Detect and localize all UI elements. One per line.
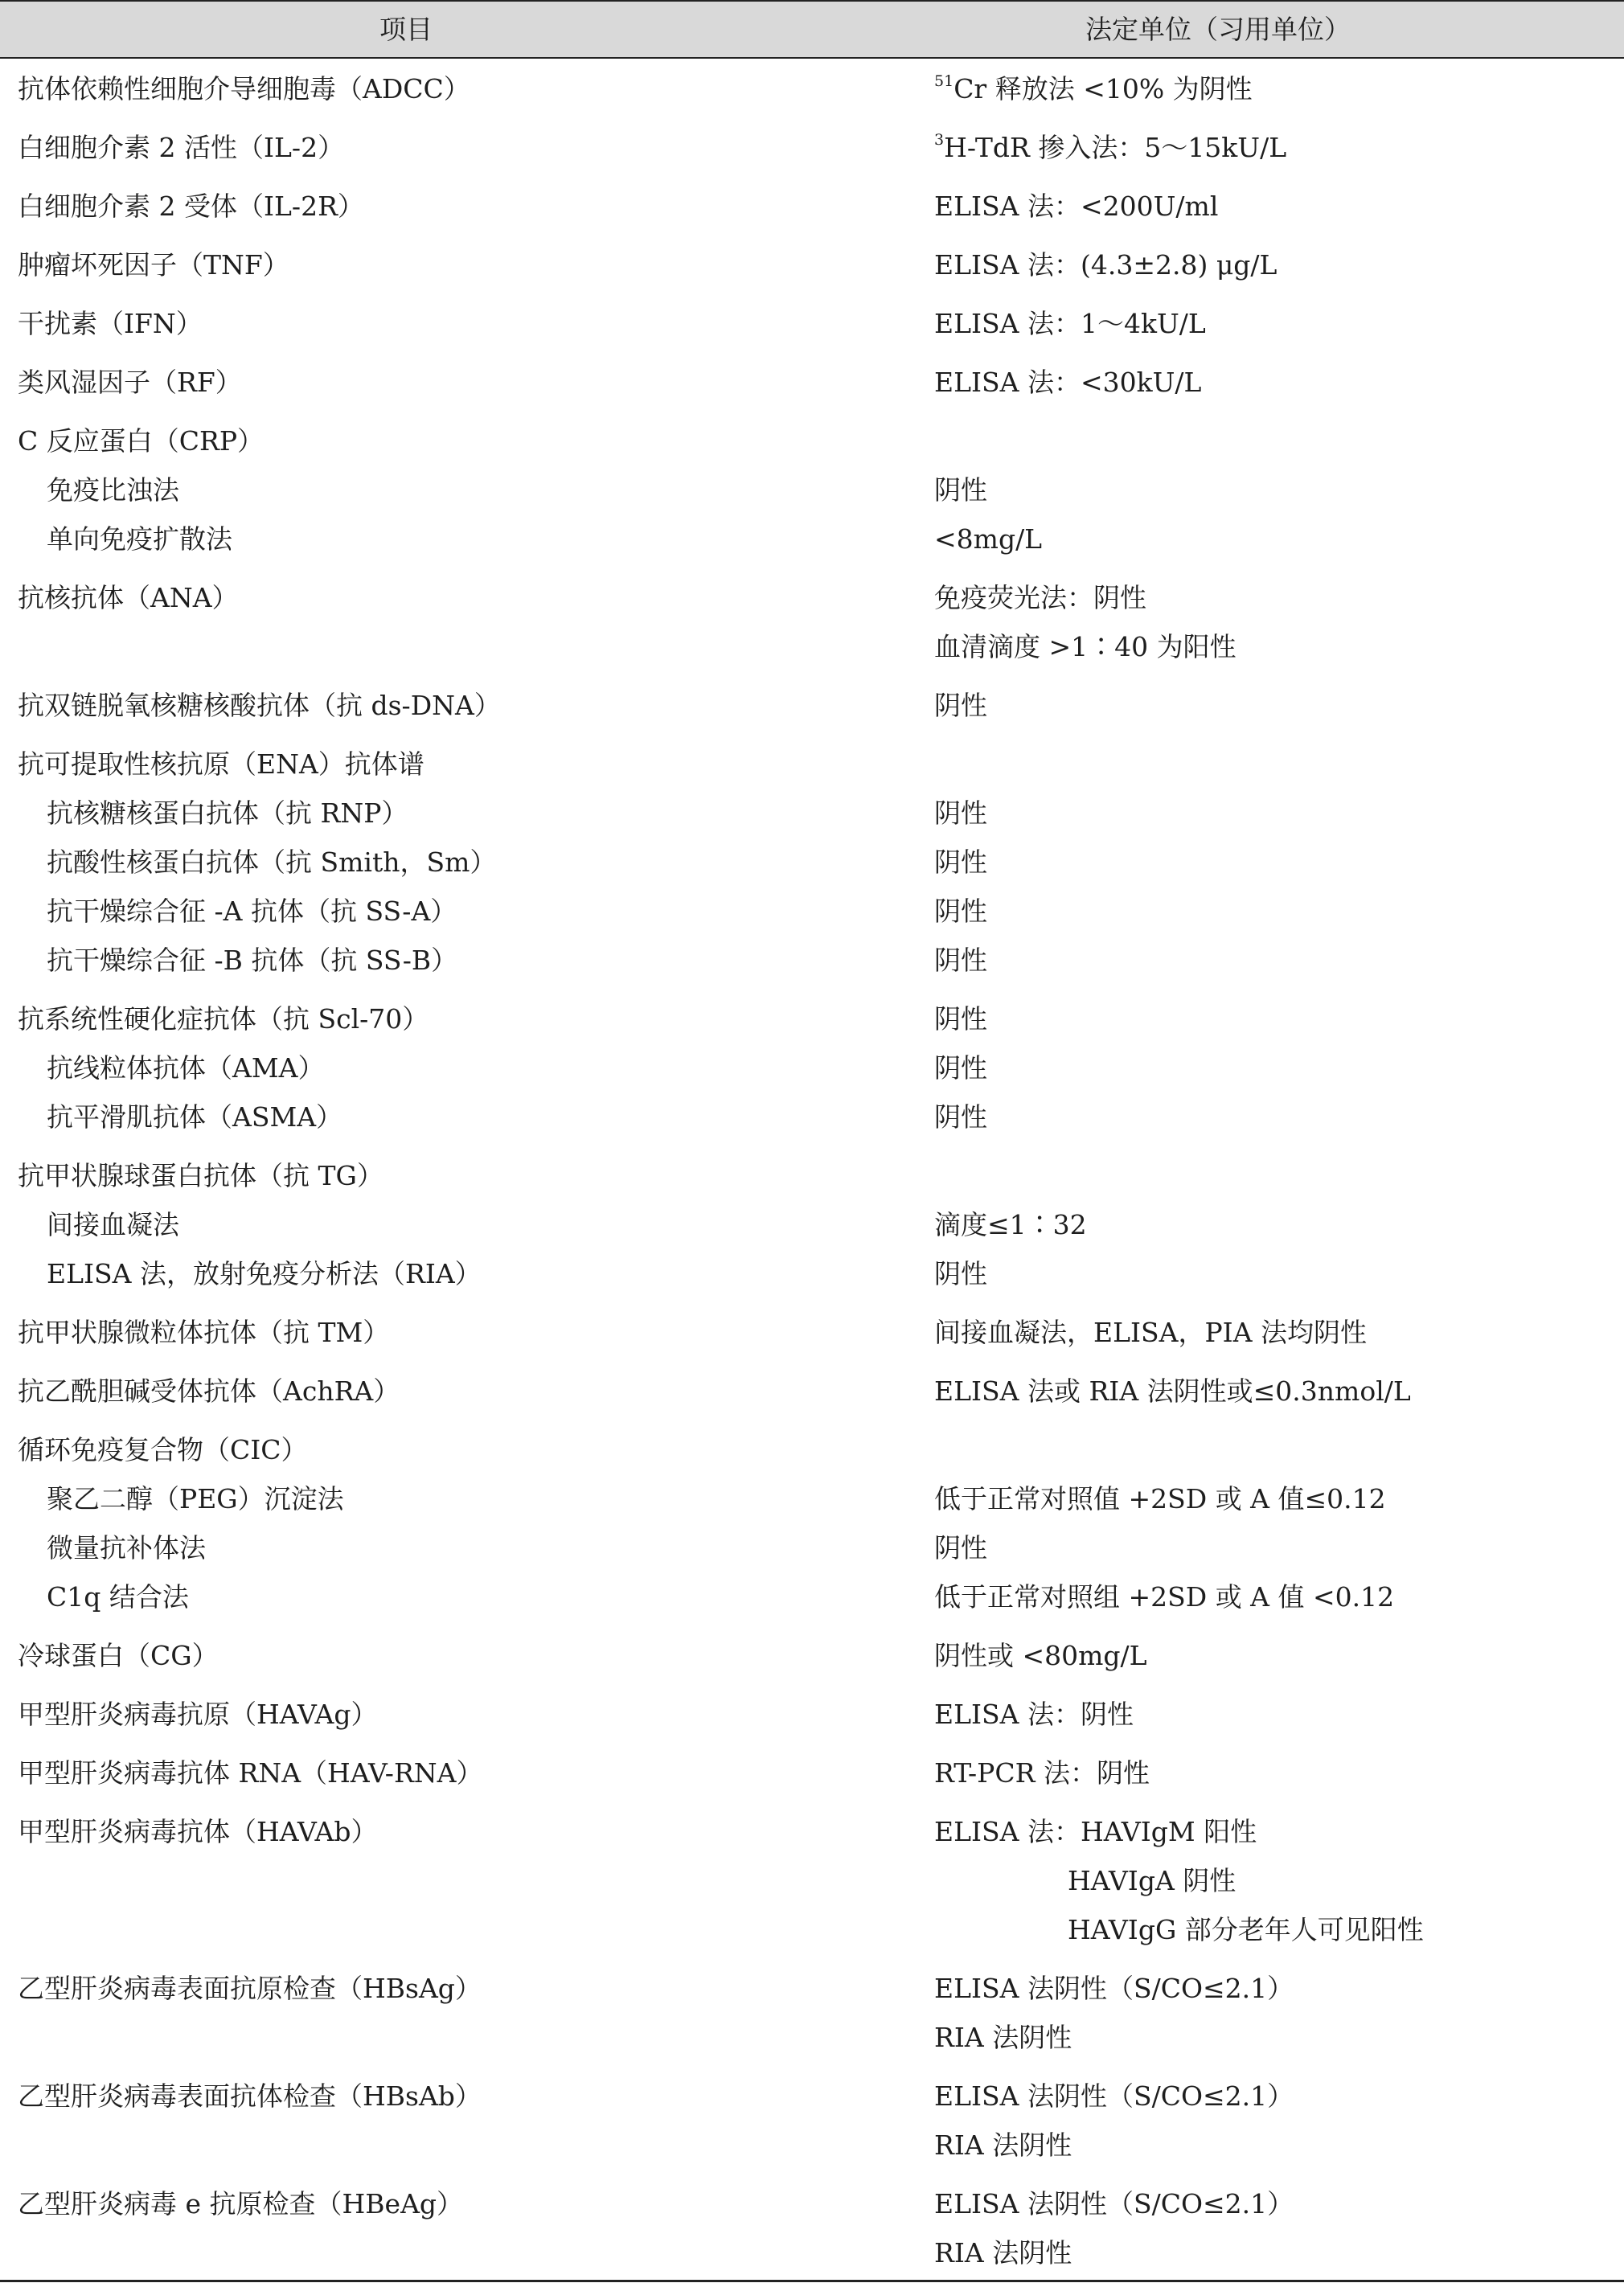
- value-text: ELISA 法阴性（S/CO≤2.1）: [934, 2188, 1294, 2219]
- value-text: ELISA 法：1～4kU/L: [934, 308, 1206, 339]
- row-value: [934, 790, 987, 837]
- row-value: [934, 2073, 1294, 2120]
- row-value: [934, 1574, 1394, 1621]
- row-item: 抗干燥综合征 -A 抗体（抗 SS-A）: [47, 896, 457, 927]
- value-text: 阴性: [934, 846, 987, 878]
- row-item: 聚乙二醇（PEG）沉淀法: [47, 1483, 344, 1514]
- row-item: 类风湿因子（RF）: [18, 367, 242, 398]
- row-item: 乙型肝炎病毒表面抗原检查（HBsAg）: [18, 1973, 482, 2004]
- row-value: [934, 1525, 987, 1572]
- row-item: 甲型肝炎病毒抗体 RNA（HAV-RNA）: [18, 1757, 483, 1789]
- row-item: 抗干燥综合征 -B 抗体（抗 SS-B）: [47, 945, 458, 976]
- value-text: ELISA 法：<30kU/L: [934, 367, 1202, 398]
- row-item: 抗酸性核蛋白抗体（抗 Smith，Sm）: [47, 846, 497, 878]
- row-item: 抗双链脱氧核糖核酸抗体（抗 ds-DNA）: [18, 690, 501, 721]
- row-value: [934, 888, 987, 935]
- row-value: [934, 125, 1286, 171]
- row-item: 肿瘤坏死因子（TNF）: [18, 249, 289, 281]
- value-text: 间接血凝法，ELISA，PIA 法均阴性: [934, 1317, 1368, 1348]
- row-value: [1068, 1907, 1424, 1953]
- row-value: [934, 1965, 1294, 2012]
- row-item: 抗核抗体（ANA）: [18, 582, 239, 613]
- row-item: 间接血凝法: [47, 1209, 179, 1240]
- row-item: 微量抗补体法: [47, 1532, 206, 1564]
- row-value: [934, 996, 987, 1043]
- row-item: 甲型肝炎病毒抗原（HAVAg）: [18, 1699, 378, 1730]
- value-text: 低于正常对照值 +2SD 或 A 值≤0.12: [934, 1483, 1386, 1514]
- row-item: 白细胞介素 2 受体（IL-2R）: [18, 191, 364, 222]
- value-text: 阴性: [934, 1258, 987, 1289]
- row-value: [934, 1476, 1386, 1523]
- row-value: [934, 467, 987, 514]
- row-item: 乙型肝炎病毒 e 抗原检查（HBeAg）: [18, 2188, 464, 2219]
- value-text: ELISA 法阴性（S/CO≤2.1）: [934, 1973, 1294, 2004]
- value-text: HAVIgA 阴性: [1068, 1865, 1236, 1896]
- value-text: ELISA 法：阴性: [934, 1699, 1134, 1730]
- value-text: 阴性: [934, 690, 987, 721]
- row-item: C1q 结合法: [47, 1581, 189, 1613]
- row-item: 循环免疫复合物（CIC）: [18, 1434, 308, 1465]
- row-value: [934, 2230, 1072, 2277]
- row-item: 抗线粒体抗体（AMA）: [47, 1052, 325, 1084]
- row-value: [934, 1691, 1134, 1738]
- row-item: 甲型肝炎病毒抗体（HAVAb）: [18, 1816, 378, 1847]
- header-item: 项目: [379, 14, 433, 45]
- value-text: 阴性: [934, 896, 987, 927]
- value-text: RIA 法阴性: [934, 2022, 1072, 2053]
- row-item: 抗平滑肌抗体（ASMA）: [47, 1101, 343, 1133]
- header-unit: 法定单位（习用单位）: [1085, 14, 1351, 45]
- row-value: [934, 2122, 1072, 2169]
- value-text: 血清滴度 >1∶40 为阳性: [934, 631, 1236, 662]
- row-item: 抗可提取性核抗原（ENA）抗体谱: [18, 748, 424, 780]
- value-text: 阴性: [934, 945, 987, 976]
- value-text: RT-PCR 法：阴性: [934, 1757, 1150, 1789]
- row-value: [934, 242, 1277, 289]
- row-value: [934, 516, 1042, 563]
- row-item: 抗甲状腺球蛋白抗体（抗 TG）: [18, 1160, 383, 1191]
- row-value: [934, 66, 1253, 113]
- value-text: <8mg/L: [934, 523, 1043, 555]
- row-value: [934, 682, 987, 729]
- row-item: 抗系统性硬化症抗体（抗 Scl-70）: [18, 1003, 429, 1035]
- row-item: 干扰素（IFN）: [18, 308, 203, 339]
- row-value: [1068, 1858, 1236, 1904]
- value-text: RIA 法阴性: [934, 2129, 1072, 2161]
- value-text: 阴性: [934, 1003, 987, 1035]
- value-text: 免疫荧光法：阴性: [934, 582, 1146, 613]
- bottom-rule: [0, 2280, 1624, 2282]
- value-text: HAVIgG 部分老年人可见阳性: [1068, 1914, 1424, 1945]
- value-text: ELISA 法阴性（S/CO≤2.1）: [934, 2080, 1294, 2112]
- value-text: 阴性: [934, 474, 987, 506]
- value-text: ELISA 法：(4.3±2.8) μg/L: [934, 249, 1277, 281]
- value-text: 滴度≤1∶32: [934, 1209, 1087, 1240]
- row-value: [934, 575, 1146, 621]
- value-text: 阴性: [934, 1052, 987, 1084]
- value-text: H-TdR 掺入法：5～15kU/L: [944, 132, 1287, 163]
- row-item: 抗乙酰胆碱受体抗体（AchRA）: [18, 1375, 400, 1407]
- value-text: ELISA 法：HAVIgM 阳性: [934, 1816, 1257, 1847]
- value-text: 低于正常对照组 +2SD 或 A 值 <0.12: [934, 1581, 1395, 1613]
- row-value: [934, 1809, 1257, 1855]
- row-value: [934, 1750, 1150, 1797]
- value-superscript: 3: [934, 131, 945, 149]
- row-value: [934, 301, 1206, 347]
- row-item: ELISA 法，放射免疫分析法（RIA）: [47, 1258, 482, 1289]
- value-text: 阴性: [934, 1101, 987, 1133]
- row-value: [934, 1310, 1367, 1356]
- row-value: [934, 1045, 987, 1092]
- row-value: [934, 839, 987, 886]
- row-item: 抗体依赖性细胞介导细胞毒（ADCC）: [18, 73, 470, 105]
- row-value: [934, 624, 1236, 670]
- row-value: [934, 1251, 987, 1297]
- row-value: [934, 1368, 1411, 1415]
- row-value: [934, 2181, 1294, 2228]
- value-text: 阴性或 <80mg/L: [934, 1640, 1147, 1671]
- row-item: C 反应蛋白（CRP）: [18, 425, 265, 457]
- row-item: 抗甲状腺微粒体抗体（抗 TM）: [18, 1317, 390, 1348]
- value-text: RIA 法阴性: [934, 2237, 1072, 2269]
- value-text: 阴性: [934, 797, 987, 829]
- value-superscript: 51: [934, 72, 954, 90]
- row-value: [934, 359, 1201, 406]
- row-item: 免疫比浊法: [47, 474, 179, 506]
- row-item: 白细胞介素 2 活性（IL-2）: [18, 132, 345, 163]
- value-text: ELISA 法：<200U/ml: [934, 191, 1219, 222]
- row-value: [934, 937, 987, 984]
- table-header: [0, 0, 1624, 59]
- row-value: [934, 1202, 1087, 1248]
- row-value: [934, 2015, 1072, 2061]
- row-value: [934, 1633, 1147, 1679]
- row-item: 冷球蛋白（CG）: [18, 1640, 219, 1671]
- row-value: [934, 1094, 987, 1141]
- value-text: ELISA 法或 RIA 法阴性或≤0.3nmol/L: [934, 1375, 1411, 1407]
- value-text: Cr 释放法 <10% 为阴性: [953, 73, 1253, 105]
- value-text: 阴性: [934, 1532, 987, 1564]
- row-item: 乙型肝炎病毒表面抗体检查（HBsAb）: [18, 2080, 482, 2112]
- row-value: [934, 183, 1218, 230]
- row-item: 抗核糖核蛋白抗体（抗 RNP）: [47, 797, 408, 829]
- row-item: 单向免疫扩散法: [47, 523, 232, 555]
